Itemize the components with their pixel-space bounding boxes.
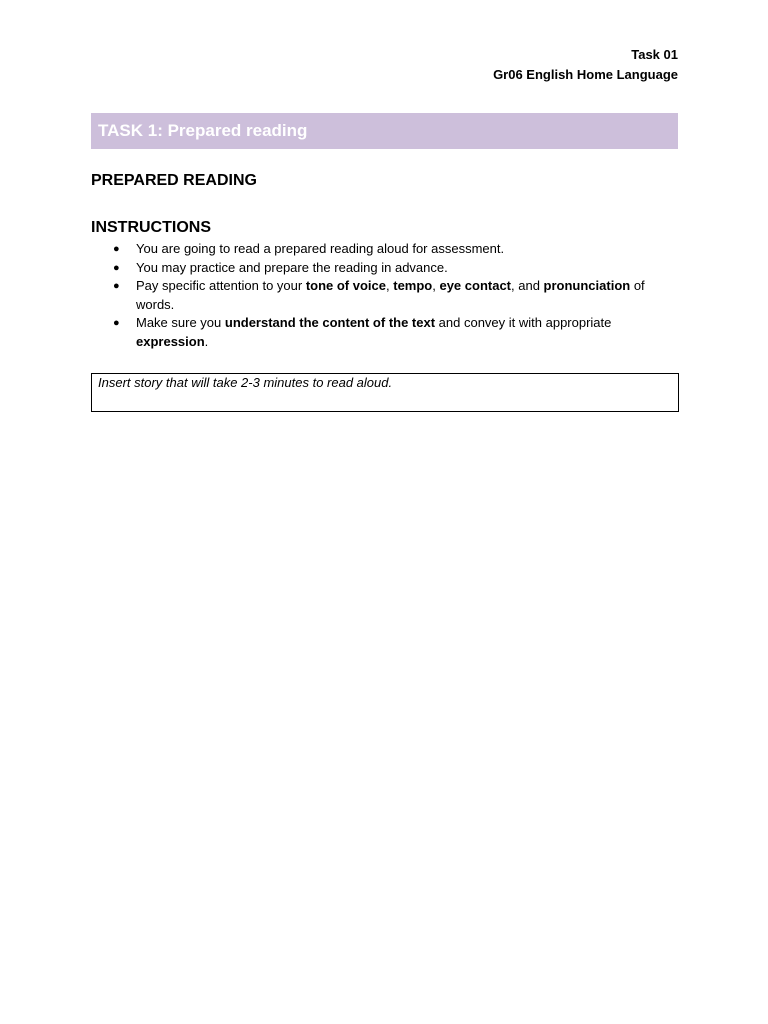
bullet-icon: ● xyxy=(113,243,120,255)
list-item xyxy=(91,314,686,351)
emphasis-eye-contact: eye contact xyxy=(439,278,512,293)
emphasis-tempo: tempo xyxy=(393,278,433,293)
instruction-text: , xyxy=(386,278,394,293)
emphasis-pronunciation: pronunciation xyxy=(543,278,631,293)
list-item xyxy=(91,259,686,278)
emphasis-tone-of-voice: tone of voice xyxy=(305,278,386,293)
instruction-text: , and xyxy=(511,278,544,293)
story-text-box[interactable] xyxy=(91,373,679,412)
emphasis-understand-content: understand the content of the text xyxy=(224,315,436,330)
subject-label: Gr06 English Home Language xyxy=(493,67,678,82)
instruction-text: Pay specific attention to your xyxy=(136,278,306,293)
task-number: Task 01 xyxy=(631,47,678,62)
list-item xyxy=(91,277,686,314)
story-placeholder: Insert story that will take 2-3 minutes to read aloud. xyxy=(98,375,393,390)
emphasis-expression: expression xyxy=(136,333,205,349)
instruction-text: You are going to read a prepared reading aloud for assessment. xyxy=(136,241,505,256)
instruction-text: , xyxy=(432,278,440,293)
document-header xyxy=(493,45,678,85)
task-banner xyxy=(91,113,678,149)
instruction-text: You may practice and prepare the reading in advance. xyxy=(136,259,448,275)
instruction-text: . xyxy=(204,333,209,349)
instruction-text: of words. xyxy=(136,278,645,312)
bullet-icon: ● xyxy=(113,261,120,274)
instruction-text: and convey it with appropriate xyxy=(435,315,612,330)
instructions-heading: INSTRUCTIONS xyxy=(91,219,211,236)
task-banner-title: TASK 1: Prepared reading xyxy=(98,121,308,140)
bullet-icon: ● xyxy=(113,317,120,329)
instruction-text: Make sure you xyxy=(136,315,225,330)
prepared-reading-heading: PREPARED READING xyxy=(91,172,257,189)
list-item xyxy=(91,240,686,259)
bullet-icon: ● xyxy=(113,280,120,292)
instructions-list xyxy=(91,240,686,351)
